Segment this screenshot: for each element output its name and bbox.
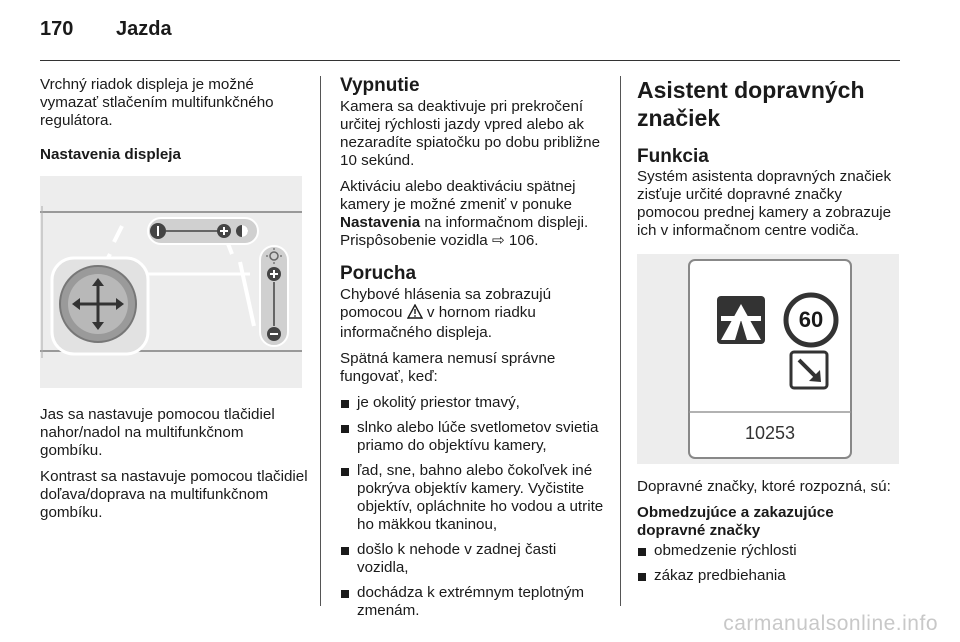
restrictive-signs-heading: Obmedzujúce a zakazujúce dopravné značky: [637, 504, 834, 539]
funkcia-heading: Funkcia: [637, 146, 709, 167]
display-settings-figure: [40, 176, 302, 388]
page-reference: 106.: [504, 232, 539, 249]
list-item: slnko alebo lúče svetlometov svietia priamo do objektívu kamery,: [340, 419, 606, 455]
display-settings-heading: Nastavenia displeja: [40, 146, 181, 163]
recognized-signs-paragraph: Dopravné značky, ktoré rozpozná, sú:: [637, 478, 891, 495]
porucha-heading: Porucha: [340, 263, 417, 284]
column-2: [340, 76, 606, 627]
porucha-text-end: v hornom riadku informačného displeja.: [340, 304, 536, 341]
speed-limit-value: 60: [798, 307, 824, 332]
list-item: je okolitý priestor tmavý,: [340, 394, 606, 412]
figure-number: 10253: [744, 423, 796, 443]
section-heading: Asistent dopravných značiek: [637, 77, 865, 131]
column-3: [637, 76, 905, 592]
activation-text-end: na informačnom displeji. Prispôsobenie vozidla: [340, 214, 589, 249]
settings-menu-label: Nastavenia: [340, 214, 421, 231]
page-reference-arrow-icon: ⇨: [491, 232, 505, 249]
motorway-sign-icon: [717, 296, 765, 344]
warning-triangle-icon: [407, 304, 423, 324]
list-item: zákaz predbiehania: [637, 567, 905, 585]
paragraph-brightness: Jas sa nastavuje pomocou tlačidiel nahor/nadol na multifunkčnom gombíku.: [40, 406, 275, 459]
column-1: [40, 76, 308, 530]
activation-paragraph: [340, 178, 606, 250]
paragraph-display-top-line: Vrchný riadok displeja je možné vymazať stlačením multifunkčného regulátora.: [40, 76, 274, 129]
activation-text-start: Aktiváciu alebo deaktiváciu spätnej kamery je možné zmeniť v ponuke: [340, 178, 576, 213]
header-rule: [40, 60, 900, 61]
funkcia-paragraph: Systém asistenta dopravných značiek zisťuje určité dopravné značky pomocou prednej kamery a zobrazuje ich v informačnom centre vodiča.: [637, 168, 892, 239]
malfunction-list: [340, 394, 606, 620]
list-item: došlo k nehode v zadnej časti vozidla,: [340, 541, 606, 577]
section-title: Jazda: [116, 18, 172, 40]
vypnutie-paragraph: Kamera sa deaktivuje pri prekročení určitej rýchlosti jazdy vpred alebo ak nezaradíte spiatočku po dobu približne 10 sekúnd.: [340, 98, 601, 169]
page-number: 170: [40, 18, 74, 40]
watermark: carmanualsonline.info: [723, 612, 938, 635]
list-item: ľad, sne, bahno alebo čokoľvek iné pokrýva objektív kamery. Vyčistite objektív, opláchnite ho vodou a utrite ho mäkkou tkaninou,: [340, 462, 606, 534]
restrictive-signs-list: [637, 542, 905, 585]
traffic-sign-figure: [637, 254, 899, 464]
porucha-text-start: Chybové hlásenia sa zobrazujú pomocou: [340, 286, 552, 321]
column-divider-2: [620, 76, 621, 606]
list-item: obmedzenie rýchlosti: [637, 542, 905, 560]
vypnutie-heading: Vypnutie: [340, 75, 420, 96]
display-settings-illustration: [40, 176, 302, 388]
column-divider-1: [320, 76, 321, 606]
page-header: [40, 18, 172, 48]
paragraph-contrast: Kontrast sa nastavuje pomocou tlačidiel doľava/doprava na multifunkčnom gombíku.: [40, 468, 308, 521]
direction-arrow-sign-icon: [791, 352, 827, 388]
porucha-paragraph: [340, 286, 606, 342]
malfunction-intro: Spätná kamera nemusí správne fungovať, keď:: [340, 350, 556, 385]
list-item: dochádza k extrémnym teplotným zmenám.: [340, 584, 606, 620]
